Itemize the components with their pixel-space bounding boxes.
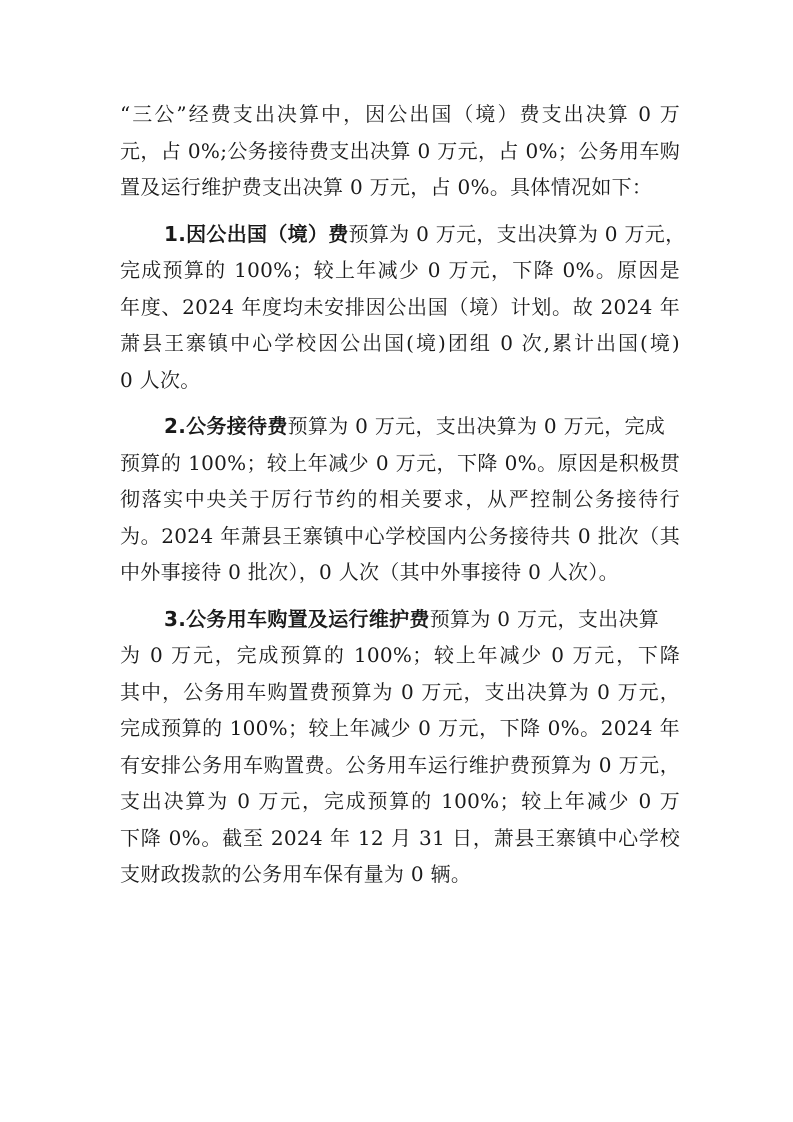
intro-paragraph xyxy=(120,96,680,206)
paragraph-line: 中外事接待 0 批次），0 人次（其中外事接待 0 人次）。 xyxy=(120,560,619,584)
section-first-line-text: 预算为 0 万元，支出决算 xyxy=(429,606,660,631)
section-heading: 3.公务用车购置及运行维护费 xyxy=(164,606,430,631)
paragraph-line: 支财政拨款的公务用车保有量为 0 辆。 xyxy=(120,862,472,886)
paragraph-line: 完成预算的 100%；较上年减少 0 万元，下降 0%。2024 年 xyxy=(120,716,680,740)
section-official-reception xyxy=(120,408,680,591)
paragraph-line: 其中，公务用车购置费预算为 0 万元，支出决算为 0 万元， xyxy=(120,679,680,704)
paragraph-line: 下降 0%。截至 2024 年 12 月 31 日，萧县王寨镇中心学校 xyxy=(120,825,680,850)
section-first-line-text: 预算为 0 万元，支出决算为 0 万元， xyxy=(348,221,686,246)
section-first-line xyxy=(120,601,680,638)
section-official-vehicles xyxy=(120,601,680,893)
document-body xyxy=(120,96,686,893)
section-heading: 2.公务接待费 xyxy=(164,414,288,438)
section-heading: 1.因公出国（境）费 xyxy=(164,221,349,246)
section-overseas-travel xyxy=(120,216,686,399)
paragraph-line: 为。2024 年萧县王寨镇中心学校国内公务接待共 0 批次（其 xyxy=(120,523,680,548)
paragraph-line: “三公”经费支出决算中，因公出国（境）费支出决算 0 万 xyxy=(120,102,680,126)
paragraph-line: 萧县王寨镇中心学校因公出国(境)团组 0 次,累计出国(境) xyxy=(120,331,680,355)
paragraph-line: 有安排公务用车购置费。公务用车运行维护费预算为 0 万元， xyxy=(120,752,680,777)
paragraph-line: 完成预算的 100%；较上年减少 0 万元，下降 0%。原因是 xyxy=(120,258,680,282)
paragraph-line: 支出决算为 0 万元，完成预算的 100%；较上年减少 0 万 xyxy=(120,789,680,813)
paragraph-line: 为 0 万元，完成预算的 100%；较上年减少 0 万元，下降 xyxy=(120,643,680,667)
section-first-line-text: 预算为 0 万元，支出决算为 0 万元，完成 xyxy=(287,414,666,438)
paragraph-line: 元，占 0%;公务接待费支出决算 0 万元，占 0%；公务用车购 xyxy=(120,138,680,163)
section-first-line xyxy=(120,408,680,445)
section-first-line xyxy=(120,216,686,253)
paragraph-line: 置及运行维护费支出决算 0 万元，占 0%。具体情况如下： xyxy=(120,175,653,199)
paragraph-line: 预算的 100%；较上年减少 0 万元，下降 0%。原因是积极贯 xyxy=(120,450,680,475)
paragraph-line: 0 人次。 xyxy=(120,367,201,392)
paragraph-line: 年度、2024 年度均未安排因公出国（境）计划。故 2024 年 xyxy=(120,294,680,319)
paragraph-line: 彻落实中央关于厉行节约的相关要求，从严控制公务接待行 xyxy=(120,487,680,511)
